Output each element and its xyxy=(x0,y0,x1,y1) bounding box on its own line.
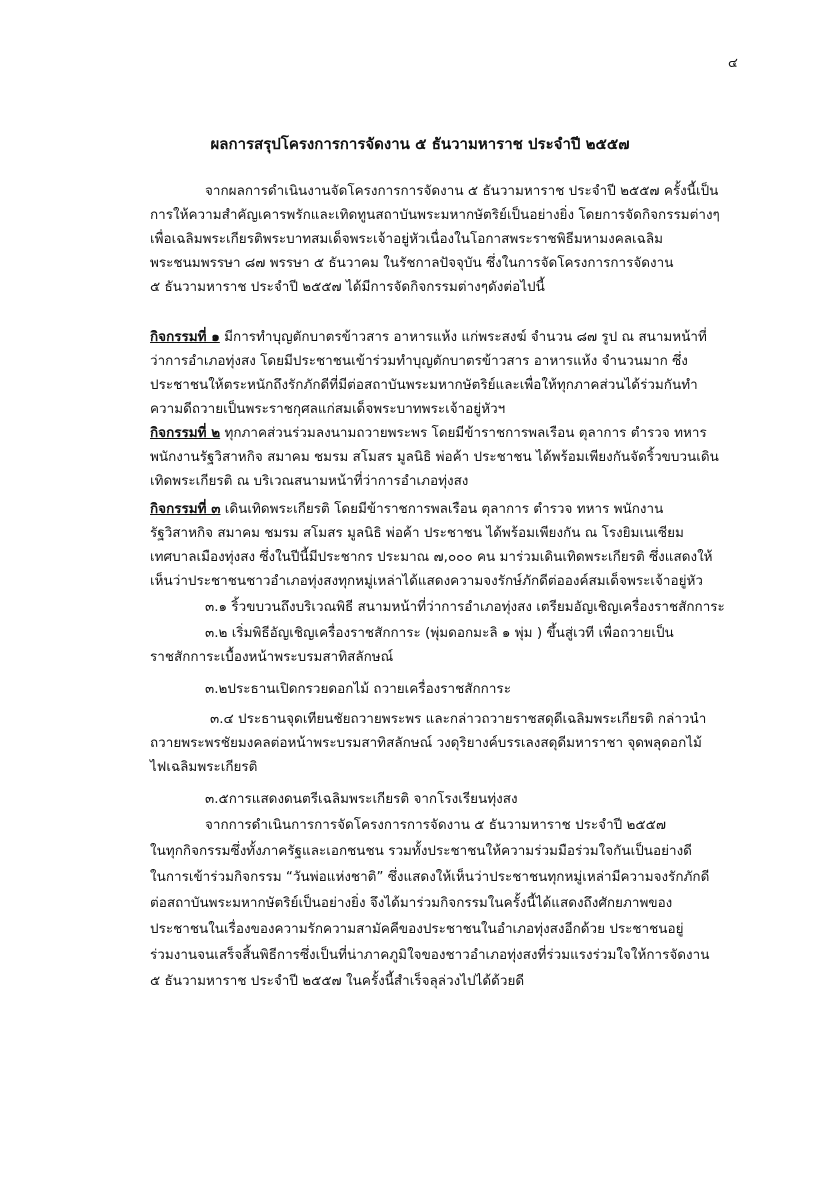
activity-1-line xyxy=(150,328,707,346)
sub-item-line: ๓.๒ เริ่มพิธีอัญเชิญเครื่องราชสักการะ (พุ่มดอกมะลิ ๑ พุ่ม ) ขึ้นสู่เวที เพื่อถวายเป็น xyxy=(205,625,674,641)
activity-1-text: มีการทำบุญตักบาตรข้าวสาร อาหารแห้ง แก่พระสงฆ์ จำนวน ๘๗ รูป ณ สนามหน้าที่ xyxy=(219,329,707,345)
activity-3-line: เทศบาลเมืองทุ่งสง ซึ่งในปีนี้มีประชากร ประมาณ ๗,๐๐๐ คน มาร่วมเดินเทิดพระเกียรติ ซึ่งแสดงให้ xyxy=(150,549,713,565)
activity-2-line: เทิดพระเกียรติ ณ บริเวณสนามหน้าที่ว่าการอำเภอทุ่งสง xyxy=(150,473,469,489)
sub-item-line: ๓.๑ ริ้วขบวนถึงบริเวณพิธี สนามหน้าที่ว่าการอำเภอทุ่งสง เตรียมอัญเชิญเครื่องราชสักการะ xyxy=(205,599,725,615)
intro-line: จากผลการดำเนินงานจัดโครงการการจัดงาน ๕ ธันวามหาราช ประจำปี ๒๕๕๗ ครั้งนี้เป็น xyxy=(205,183,719,199)
sub-item-line: ๓.๔ ประธานจุดเทียนชัยถวายพระพร และกล่าวถวายราชสดุดีเฉลิมพระเกียรติ กล่าวนำ xyxy=(210,711,707,727)
activity-3-line: เห็นว่าประชาชนชาวอำเภอทุ่งสงทุกหมู่เหล่าได้แสดงความจงรักษ์ภักดีต่อองค์สมเด็จพระเจ้าอยู่หัว xyxy=(150,573,703,589)
intro-line: การให้ความสำคัญเคารพรักและเทิดทูนสถาบันพระมหากษัตริย์เป็นอย่างยิ่ง โดยการจัดกิจกรรมต่างๆ xyxy=(150,207,720,223)
activity-1-line: ประชาชนให้ตระหนักถึงรักภักดีที่มีต่อสถาบันพระมหากษัตริย์และเพื่อให้ทุกภาคส่วนได้ร่วมกันทำ xyxy=(150,377,698,393)
page-number: ๔ xyxy=(728,56,738,71)
conclusion-line: ต่อสถาบันพระมหากษัตริย์เป็นอย่างยิ่ง จึงได้มาร่วมกิจกรรมในครั้งนี้ได้แสดงถึงศักยภาพของ xyxy=(150,895,673,911)
activity-1-line: ว่าการอำเภอทุ่งสง โดยมีประชาชนเข้าร่วมทำบุญตักบาตรข้าวสาร อาหารแห้ง จำนวนมาก ซึ่ง xyxy=(150,353,688,369)
conclusion-line: จากการดำเนินการการจัดโครงการการจัดงาน ๕ ธันวามหาราช ประจำปี ๒๕๕๗ xyxy=(205,817,666,833)
sub-item-line: ไฟเฉลิมพระเกียรติ xyxy=(150,759,258,775)
activity-1-line: ความดีถวายเป็นพระราชกุศลแก่สมเด็จพระบาทพระเจ้าอยู่หัวฯ xyxy=(150,401,506,417)
sub-item-line: ๓.๒ประธานเปิดกรวยดอกไม้ ถวายเครื่องราชสักการะ xyxy=(205,681,511,697)
intro-line: พระชนมพรรษา ๘๗ พรรษา ๕ ธันวาคม ในรัชกาลปัจจุบัน ซึ่งในการจัดโครงการการจัดงาน xyxy=(150,255,674,271)
activity-3-label: กิจกรรมที่ ๓ xyxy=(150,501,221,517)
document-title: ผลการสรุปโครงการการจัดงาน ๕ ธันวามหาราช ประจำปี ๒๕๕๗ xyxy=(210,135,630,153)
sub-item-line: ราชสักการะเบื้องหน้าพระบรมสาทิสลักษณ์ xyxy=(150,649,394,665)
activity-1-label: กิจกรรมที่ ๑ xyxy=(150,329,220,345)
activity-2-line: พนักงานรัฐวิสาหกิจ สมาคม ชมรม สโมสร มูลนิธิ พ่อค้า ประชาชน ได้พร้อมเพียงกันจัดริ้วขบวนเดิน xyxy=(150,449,719,465)
conclusion-line: ในทุกกิจกรรมซึ่งทั้งภาครัฐและเอกชนชน รวมทั้งประชาชนให้ความร่วมมือร่วมใจกันเป็นอย่างดี xyxy=(150,843,692,859)
activity-3-text: เดินเทิดพระเกียรติ โดยมีข้าราชการพลเรือน ตุลาการ ตำรวจ ทหาร พนักงาน xyxy=(220,501,664,517)
activity-2-label: กิจกรรมที่ ๒ xyxy=(150,425,221,441)
conclusion-line: ในการเข้าร่วมกิจกรรม “วันพ่อแห่งชาติ” ซึ่งแสดงให้เห็นว่าประชาชนทุกหมู่เหล่ามีความจงรักภักดี xyxy=(150,869,710,885)
sub-item-line: ๓.๕การแสดงดนตรีเฉลิมพระเกียรติ จากโรงเรียนทุ่งสง xyxy=(205,791,518,807)
conclusion-line: ร่วมงานจนเสร็จสิ้นพิธีการซึ่งเป็นที่น่าภาคภูมิใจของชาวอำเภอทุ่งสงที่ร่วมแรงร่วมใจให้การจัดงาน xyxy=(150,947,710,963)
activity-2-line xyxy=(150,424,707,442)
conclusion-line: ๕ ธันวามหาราช ประจำปี ๒๕๕๗ ในครั้งนี้สำเร็จลุล่วงไปได้ด้วยดี xyxy=(150,973,525,989)
conclusion-line: ประชาชนในเรื่องของความรักความสามัคคีของประชาชนในอำเภอทุ่งสงอีกด้วย ประชาชนอยู่ xyxy=(150,921,684,937)
intro-line: เพื่อเฉลิมพระเกียรติพระบาทสมเด็จพระเจ้าอยู่หัวเนื่องในโอกาสพระราชพิธีมหามงคลเฉลิม xyxy=(150,231,664,247)
intro-line: ๕ ธันวามหาราช ประจำปี ๒๕๕๗ ได้มีการจัดกิจกรรมต่างๆดังต่อไปนี้ xyxy=(150,279,545,295)
activity-3-line xyxy=(150,500,663,518)
activity-2-text: ทุกภาคส่วนร่วมลงนามถวายพระพร โดยมีข้าราชการพลเรือน ตุลาการ ตำรวจ ทหาร xyxy=(220,425,707,441)
sub-item-line: ถวายพระพรชัยมงคลต่อหน้าพระบรมสาทิสลักษณ์ วงดุริยางค์บรรเลงสดุดีมหาราชา จุดพลุดอกไม้ xyxy=(150,735,702,751)
activity-3-line: รัฐวิสาหกิจ สมาคม ชมรม สโมสร มูลนิธิ พ่อค้า ประชาชน ได้พร้อมเพียงกัน ณ โรงยิมเนเซียม xyxy=(150,525,684,541)
